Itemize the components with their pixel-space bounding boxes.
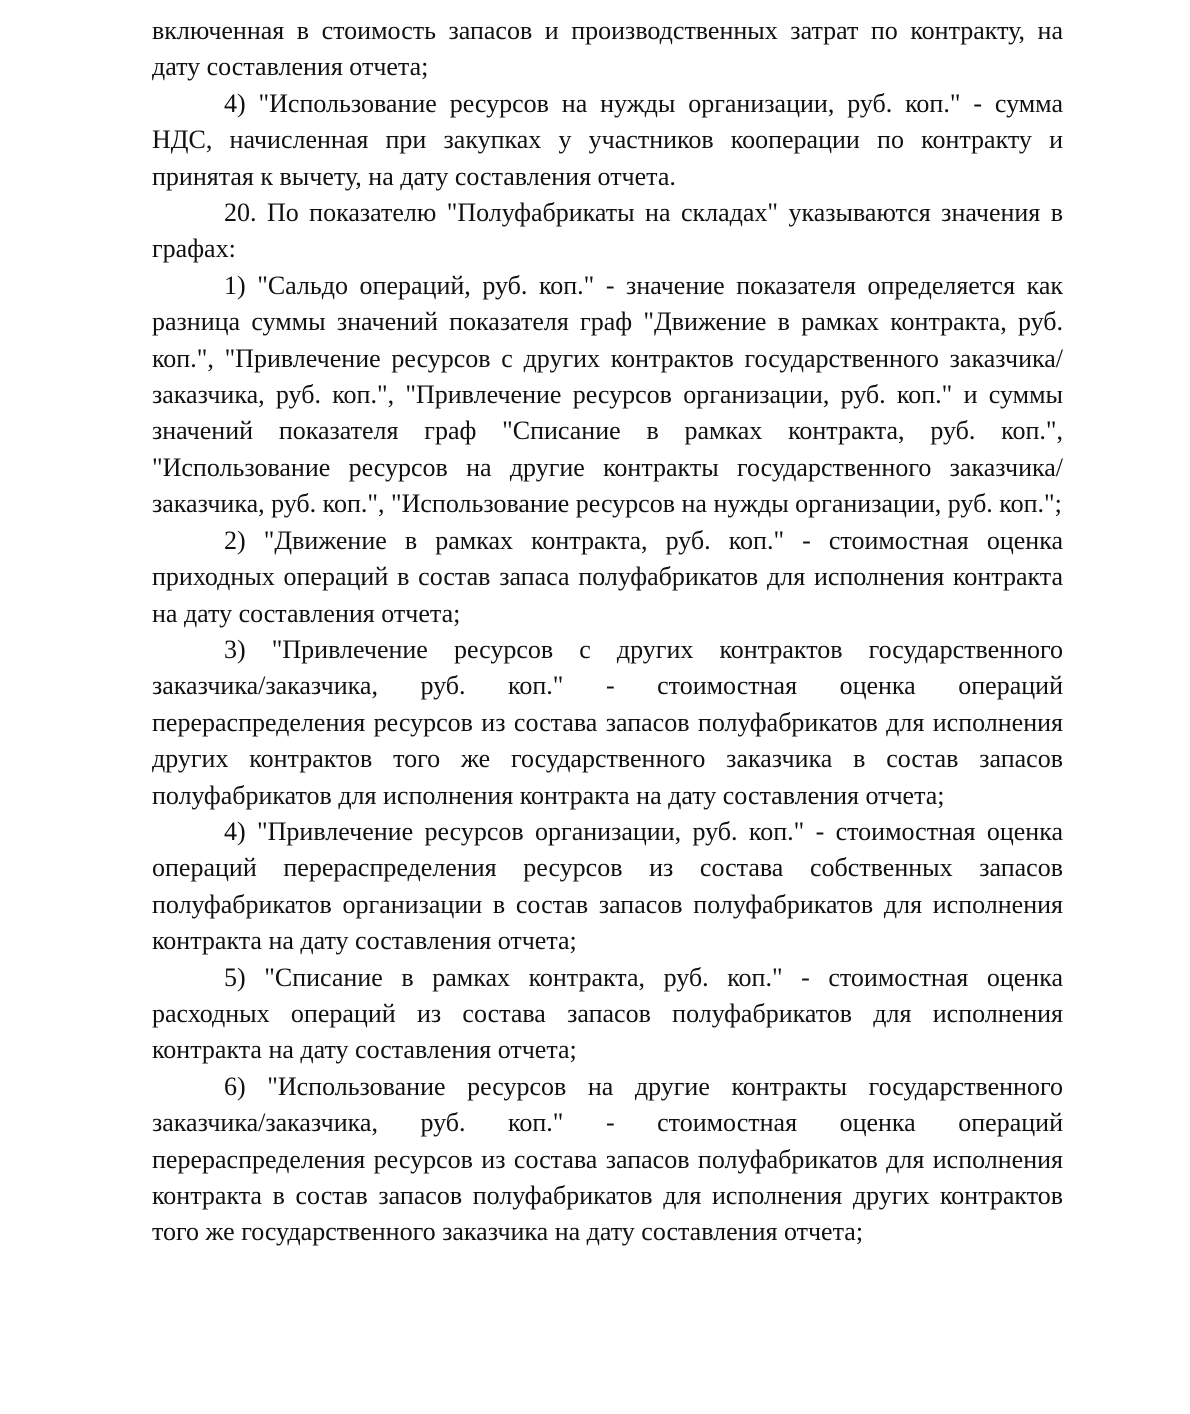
paragraph-continuation: включенная в стоимость запасов и производственных затрат по контракту, на дату составления отчета; [152, 16, 1063, 82]
paragraph-item-2-movement: 2) "Движение в рамках контракта, руб. коп." - стоимостная оценка приходных операций в состав запаса полуфабрикатов для исполнения контракта на дату составления отчета; [152, 525, 1063, 628]
paragraph-item-3-other-contracts: 3) "Привлечение ресурсов с других контрактов государственного заказчика/заказчика, руб. коп." - стоимостная оценка операций перераспределения ресурсов из состава запасов полуфабрикатов для исполнения других контрактов того же государственного заказчика в состав запасов полуфабрикатов для исполнения контракта на дату составления отчета; [152, 634, 1063, 810]
document-page [152, 13, 1063, 1251]
paragraph-item-6-use-other: 6) "Использование ресурсов на другие контракты государственного заказчика/заказчика, руб. коп." - стоимостная оценка операций перераспределения ресурсов из состава запасов полуфабрикатов для исполнения контракта в состав запасов полуфабрикатов для исполнения других контрактов того же государственного заказчика на дату составления отчета; [152, 1071, 1063, 1247]
paragraph-item-4-vat: 4) "Использование ресурсов на нужды организации, руб. коп." - сумма НДС, начисленная при закупках у участников кооперации по контракту и принятая к вычету, на дату составления отчета. [152, 88, 1063, 191]
paragraph-item-4-organization: 4) "Привлечение ресурсов организации, руб. коп." - стоимостная оценка операций перераспределения ресурсов из состава собственных запасов полуфабрикатов организации в состав запасов полуфабрикатов для исполнения контракта на дату составления отчета; [152, 816, 1063, 956]
paragraph-item-1-balance: 1) "Сальдо операций, руб. коп." - значение показателя определяется как разница суммы значений показателя граф "Движение в рамках контракта, руб. коп.", "Привлечение ресурсов с других контрактов государственного заказчика/заказчика, руб. коп.", "Привлечение ресурсов организации, руб. коп." и суммы значений показателя граф "Списание в рамках контракта, руб. коп.", "Использование ресурсов на другие контракты государственного заказчика/заказчика, руб. коп.", "Использование ресурсов на нужды организации, руб. коп."; [152, 270, 1063, 519]
paragraph-item-5-writeoff: 5) "Списание в рамках контракта, руб. коп." - стоимостная оценка расходных операций из состава запасов полуфабрикатов для исполнения контракта на дату составления отчета; [152, 962, 1063, 1065]
paragraph-section-20: 20. По показателю "Полуфабрикаты на складах" указываются значения в графах: [152, 198, 1063, 264]
